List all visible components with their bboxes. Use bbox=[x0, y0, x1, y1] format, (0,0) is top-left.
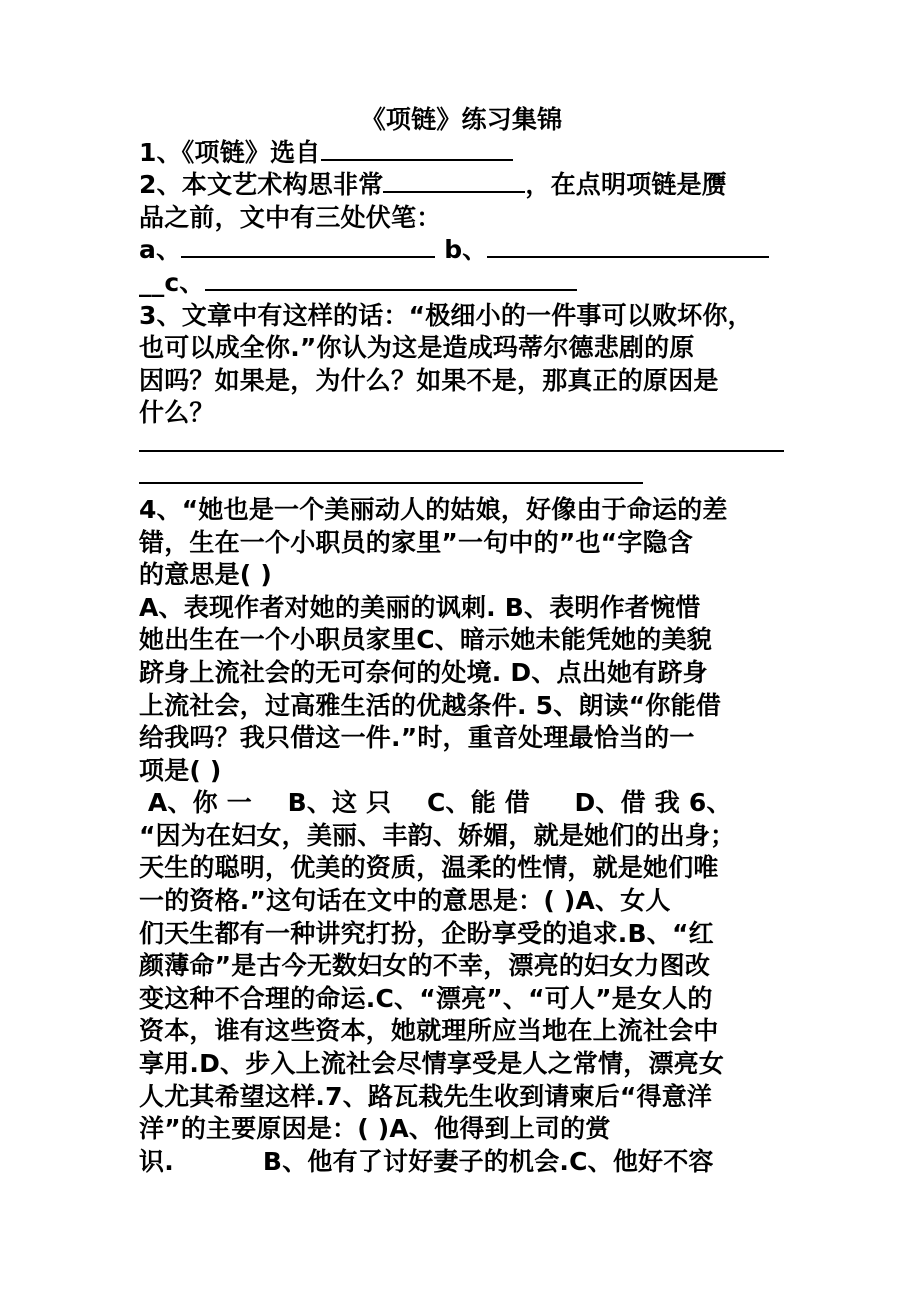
question-2 bbox=[139, 169, 784, 202]
question-7: 洋”的主要原因是：( )A、他得到上司的赏 bbox=[139, 1114, 611, 1144]
text-line: 享用.D、步入上流社会尽情享受是人之常情，漂亮女 bbox=[139, 1049, 725, 1079]
text-line: 天生的聪明，优美的资质，温柔的性情，就是她们唯 bbox=[139, 853, 719, 883]
text-line: 跻身上流社会的无可奈何的处境. D、点出她有跻身 bbox=[139, 657, 708, 687]
options-line: A、你 一 B、这 只 C、能 借 D、借 我 6、 bbox=[139, 788, 732, 818]
text-line: A、表现作者对她的美丽的讽刺. B、表明作者惋惜 bbox=[139, 592, 701, 622]
text-line: 资本，谁有这些资本，她就理所应当地在上流社会中 bbox=[139, 1016, 719, 1046]
question-5: 给我吗？我只借这一件.”时，重音处理最恰当的一 bbox=[139, 723, 695, 753]
text-line: 什么？ bbox=[139, 398, 215, 428]
blank-b-label: b、 bbox=[444, 235, 488, 265]
text-line: 们天生都有一种讲究打扮，企盼享受的追求.B、“红 bbox=[139, 918, 714, 948]
answer-blank bbox=[181, 234, 435, 258]
blank-c-label: __c、 bbox=[139, 267, 205, 297]
answer-rule bbox=[139, 430, 784, 452]
question-3: 3、文章中有这样的话：“极细小的一件事可以败坏你， bbox=[139, 300, 753, 330]
answer-blank bbox=[205, 267, 577, 291]
text-line: 人尤其希望这样.7、路瓦栽先生收到请柬后“得意洋 bbox=[139, 1081, 713, 1111]
text-line: 颜薄命”是古今无数妇女的不幸，漂亮的妇女力图改 bbox=[139, 951, 711, 981]
text-line: 错，生在一个小职员的家里”一句中的”也“字隐含 bbox=[139, 527, 693, 557]
text-line: 上流社会，过高雅生活的优越条件. 5、朗读“你能借 bbox=[139, 690, 722, 720]
question-1 bbox=[139, 137, 784, 170]
question-2-blanks bbox=[139, 234, 784, 267]
answer-blank bbox=[321, 137, 513, 161]
text-line: 因吗？如果是，为什么？如果不是，那真正的原因是 bbox=[139, 365, 719, 395]
text-line: 变这种不合理的命运.C、“漂亮”、“可人”是女人的 bbox=[139, 983, 713, 1013]
question-4: 4、“她也是一个美丽动人的姑娘，好像由于命运的差 bbox=[139, 494, 728, 524]
answer-blank bbox=[487, 234, 769, 258]
text-line: 的意思是( ) bbox=[139, 560, 272, 590]
text-line: 项是( ) bbox=[139, 755, 222, 785]
question-2-text-cont: ，在点明项链是赝 bbox=[525, 170, 728, 200]
blank-a-label: a、 bbox=[139, 235, 182, 265]
text-line: 也可以成全你.”你认为这是造成玛蒂尔德悲剧的原 bbox=[139, 333, 695, 363]
question-6: “因为在妇女，美丽、丰韵、娇媚，就是她们的出身； bbox=[139, 820, 736, 850]
question-2-line2: 品之前，文中有三处伏笔： bbox=[139, 202, 442, 232]
text-line: 识. B、他有了讨好妻子的机会.C、他好不容 bbox=[139, 1146, 714, 1176]
text-line: 她出生在一个小职员家里C、暗示她未能凭她的美貌 bbox=[139, 625, 712, 655]
page-title: 《项链》练习集锦 bbox=[360, 105, 563, 134]
question-1-text: 1、《项链》选自 bbox=[139, 137, 321, 167]
answer-rule bbox=[139, 462, 643, 484]
question-2-text: 2、本文艺术构思非常 bbox=[139, 170, 384, 200]
text-line: 一的资格.”这句话在文中的意思是：( )A、女人 bbox=[139, 886, 671, 916]
worksheet bbox=[139, 104, 784, 1178]
answer-blank bbox=[383, 169, 525, 193]
question-2-blank-c bbox=[139, 267, 784, 300]
